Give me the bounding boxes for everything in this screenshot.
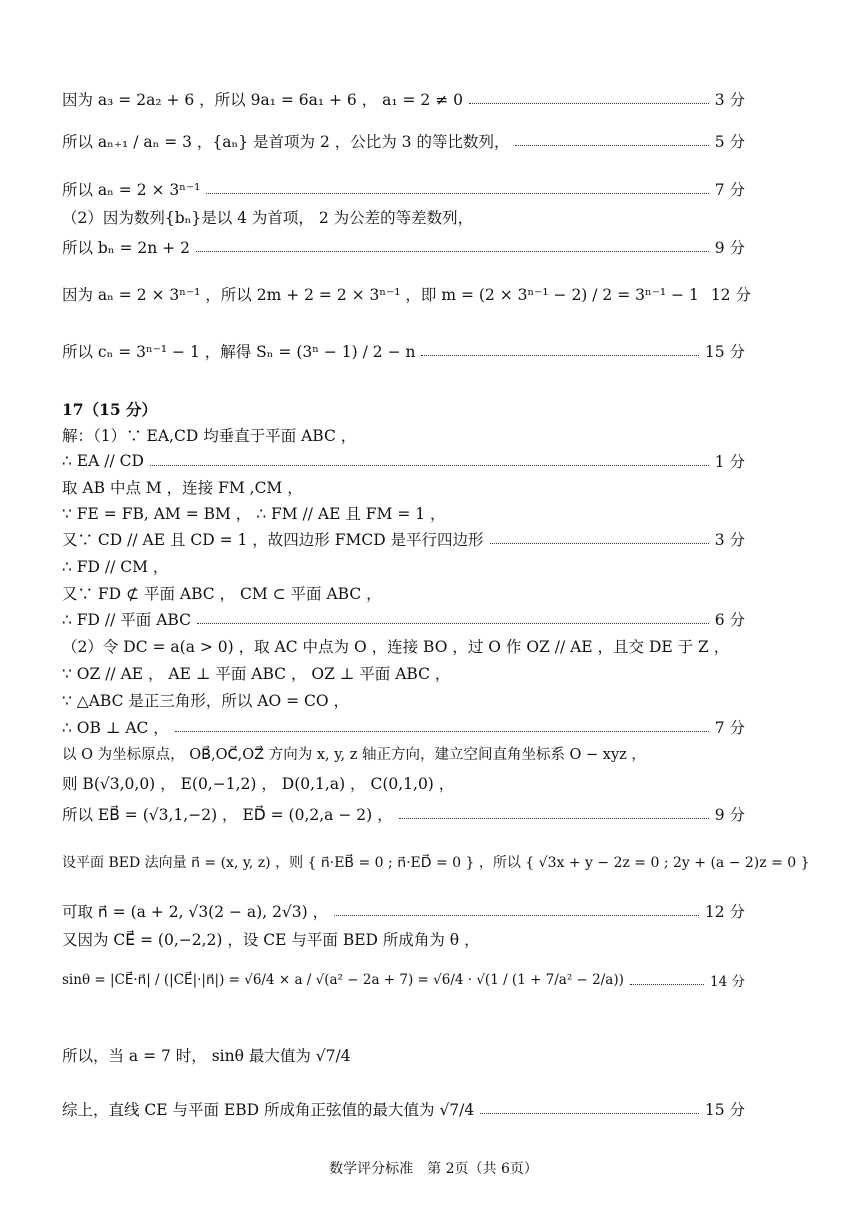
- solution-line-24: 设平面 BED 法向量 n⃗ = (x, y, z) ，则 { n⃗·EB⃗ = 0 ; n⃗·ED⃗ = 0 } ，所以 { √3x + y − 2z = 0 ; 2y + (a − 2)z = 0 }: [62, 855, 810, 871]
- score-mark: 15 分: [704, 1101, 745, 1119]
- solution-line-21: 以 O 为坐标原点， OB⃗,OC⃗,OZ⃗ 方向为 x, y, z 轴正方向，建立空间直角坐标系 O − xyz ，: [62, 747, 646, 763]
- leader-dots: [421, 355, 698, 356]
- score-mark: 12 分: [710, 286, 751, 304]
- solution-line-11: 取 AB 中点 M ，连接 FM ,CM ，: [62, 479, 303, 497]
- leader-dots: [399, 818, 709, 819]
- score-mark: 15 分: [704, 343, 745, 361]
- solution-line-26: 又因为 CE⃗ = (0,−2,2) ，设 CE 与平面 BED 所成角为 θ ，: [62, 931, 480, 949]
- leader-dots: [196, 251, 709, 252]
- solution-line-23: 所以 EB⃗ = (√3,1,−2) ， ED⃗ = (0,2,a − 2) ， 9 分: [62, 803, 745, 825]
- solution-line-17: （2）令 DC = a(a > 0) ，取 AC 中点为 O ，连接 BO ，过 O 作 OZ // AE ，且交 DE 于 Z ，: [62, 638, 730, 656]
- score-mark: 7 分: [714, 181, 745, 199]
- leader-dots: [480, 1113, 699, 1114]
- leader-dots: [175, 731, 709, 732]
- leader-dots: [150, 465, 709, 466]
- leader-dots: [334, 915, 699, 916]
- solution-line-7: 所以 cₙ = 3ⁿ⁻¹ − 1 ，解得 Sₙ = (3ⁿ − 1) / 2 − n 15 分: [62, 340, 745, 362]
- solution-line-22: 则 B(√3,0,0) ， E(0,−1,2) ， D(0,1,a) ， C(0,1,0) ，: [62, 775, 455, 793]
- solution-line-4: （2）因为数列{bₙ}是以 4 为首项， 2 为公差的等差数列，: [62, 209, 474, 227]
- solution-line-10: ∴ EA // CD 1 分: [62, 452, 745, 471]
- score-mark: 5 分: [714, 133, 745, 151]
- solution-line-20: ∴ OB ⊥ AC ， 7 分: [62, 716, 745, 738]
- solution-line-28: 所以，当 a = 7 时， sinθ 最大值为 √7/4: [62, 1047, 351, 1065]
- solution-line-6: 因为 aₙ = 2 × 3ⁿ⁻¹ ，所以 2m + 2 = 2 × 3ⁿ⁻¹ ，即 m = (2 × 3ⁿ⁻¹ − 2) / 2 = 3ⁿ⁻¹ − 1 12 分: [62, 283, 745, 305]
- solution-line-18: ∵ OZ // AE ， AE ⊥ 平面 ABC ， OZ ⊥ 平面 ABC ，: [62, 665, 451, 683]
- solution-line-1: 因为 a₃ = 2a₂ + 6 ，所以 9a₁ = 6a₁ + 6 ， a₁ = 2 ≠ 0 3 分: [62, 88, 745, 110]
- leader-dots: [206, 193, 708, 194]
- solution-line-12: ∵ FE = FB, AM = BM ， ∴ FM // AE 且 FM = 1 ，: [62, 505, 446, 523]
- score-mark: 9 分: [714, 806, 745, 824]
- problem-heading: 17（15 分）: [62, 400, 158, 419]
- solution-line-3: 所以 aₙ = 2 × 3ⁿ⁻¹ 7 分: [62, 178, 745, 200]
- solution-line-27: sinθ = |CE⃗·n⃗| / (|CE⃗|·|n⃗|) = √6/4 × a / √(a² − 2a + 7) = √6/4 · √(1 / (1 + 7/a² − 2/a)) 14 分: [62, 972, 745, 990]
- leader-dots: [197, 623, 709, 624]
- leader-dots: [469, 103, 709, 104]
- solution-line-19: ∵ △ABC 是正三角形，所以 AO = CO ，: [62, 692, 350, 710]
- solution-line-5: 所以 bₙ = 2n + 2 9 分: [62, 236, 745, 258]
- score-mark: 6 分: [714, 611, 745, 629]
- solution-line-13: 又∵ CD // AE 且 CD = 1 ，故四边形 FMCD 是平行四边形 3 分: [62, 528, 745, 550]
- leader-dots: [490, 543, 709, 544]
- score-mark: 12 分: [704, 903, 745, 921]
- page-footer: 数学评分标准 第 2页（共 6页）: [329, 1161, 538, 1177]
- solution-line-29: 综上，直线 CE 与平面 EBD 所成角正弦值的最大值为 √7/4 15 分: [62, 1098, 745, 1120]
- score-mark: 3 分: [714, 531, 745, 549]
- leader-dots: [630, 984, 704, 985]
- solution-line-16: ∴ FD // 平面 ABC 6 分: [62, 608, 745, 630]
- score-mark: 3 分: [714, 91, 745, 109]
- solution-line-9: 解：（1）∵ EA,CD 均垂直于平面 ABC ，: [62, 427, 357, 445]
- score-mark: 1 分: [714, 453, 745, 471]
- score-mark: 9 分: [714, 239, 745, 257]
- solution-line-15: 又∵ FD ⊄ 平面 ABC ， CM ⊂ 平面 ABC ，: [62, 585, 382, 603]
- score-mark: 7 分: [714, 719, 745, 737]
- leader-dots: [515, 145, 708, 146]
- solution-line-2: 所以 aₙ₊₁ / aₙ = 3 ，{aₙ} 是首项为 2 ，公比为 3 的等比数列， 5 分: [62, 130, 745, 152]
- solution-line-25: 可取 n⃗ = (a + 2, √3(2 − a), 2√3) ， 12 分: [62, 900, 745, 922]
- score-mark: 14 分: [710, 974, 745, 990]
- solution-line-14: ∴ FD // CM ，: [62, 558, 169, 576]
